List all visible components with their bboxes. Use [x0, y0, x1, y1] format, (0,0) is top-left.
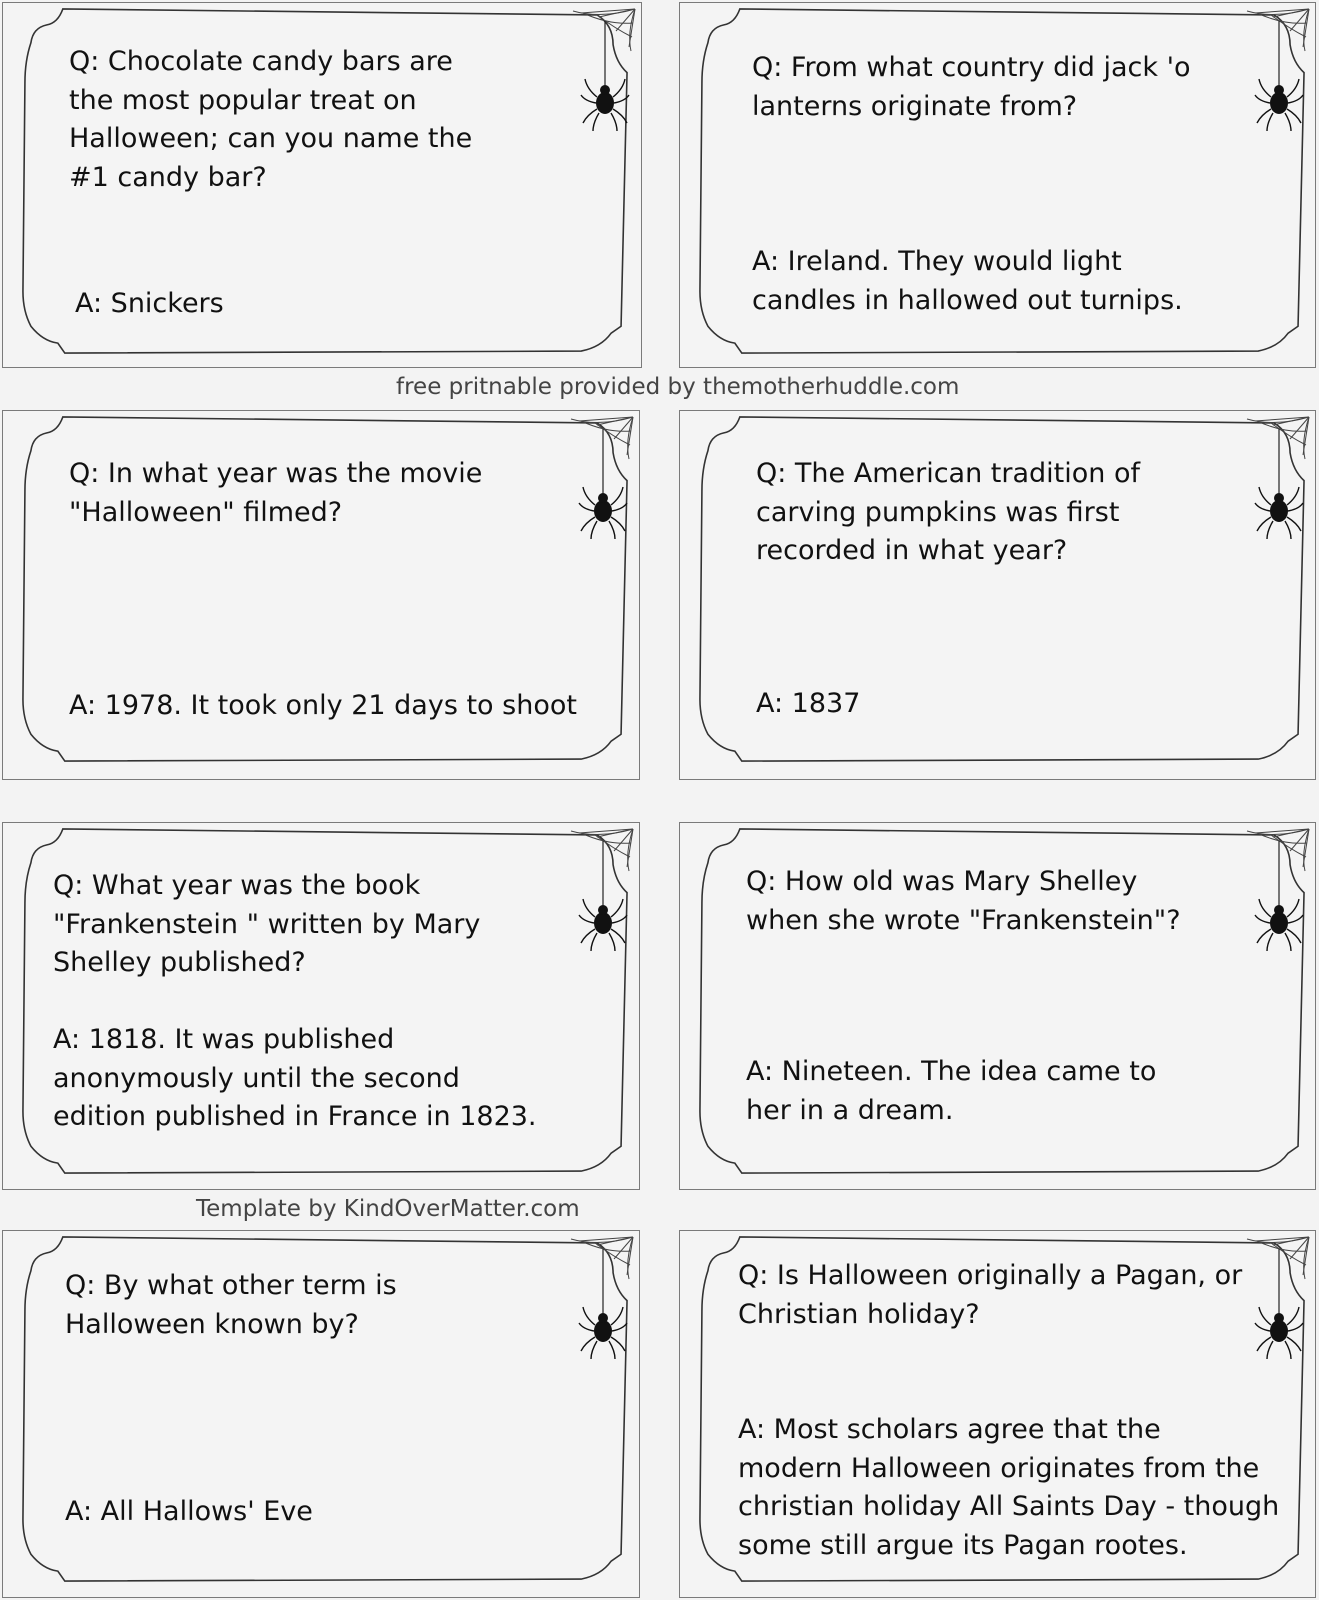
answer-text: A: 1978. It took only 21 days to shoot [69, 690, 577, 721]
question-text: Q: In what year was the movie "Halloween" filmed? [69, 458, 483, 528]
answer-text: A: Most scholars agree that the modern Halloween originates from the christian holiday All Saints Day - though some still argue its Pagan rootes. [738, 1414, 1280, 1561]
spider-web-icon [561, 3, 641, 133]
answer-text: A: Snickers [75, 288, 224, 319]
answer-text: A: All Hallows' Eve [65, 1496, 313, 1527]
trivia-card-7 [2, 1230, 640, 1598]
trivia-card-8 [679, 1230, 1316, 1598]
printable-credit: free pritnable provided by themotherhuddle.com [396, 374, 960, 400]
question-text: Q: Chocolate candy bars are the most popular treat on Halloween; can you name the #1 candy bar? [69, 46, 473, 193]
question-text: Q: Is Halloween originally a Pagan, or Christian holiday? [738, 1260, 1243, 1330]
spider-web-icon [559, 1231, 639, 1361]
trivia-card-4 [679, 410, 1316, 780]
answer-text: A: Ireland. They would light candles in hallowed out turnips. [752, 246, 1183, 316]
trivia-card-5 [2, 822, 640, 1190]
spider-web-icon [559, 411, 639, 541]
trivia-card-2 [679, 2, 1316, 368]
spider-web-icon [1235, 1231, 1315, 1361]
question-text: Q: What year was the book "Frankenstein " written by Mary Shelley published? [53, 870, 481, 978]
trivia-card-6 [679, 822, 1316, 1190]
trivia-card-1 [2, 2, 642, 368]
template-credit: Template by KindOverMatter.com [196, 1196, 580, 1222]
spider-web-icon [1235, 823, 1315, 953]
spider-web-icon [559, 823, 639, 953]
trivia-card-3 [2, 410, 640, 780]
answer-text: A: Nineteen. The idea came to her in a dream. [746, 1056, 1157, 1126]
question-text: Q: The American tradition of carving pumpkins was first recorded in what year? [756, 458, 1140, 566]
question-text: Q: How old was Mary Shelley when she wrote "Frankenstein"? [746, 866, 1181, 936]
answer-text: A: 1837 [756, 688, 861, 719]
question-text: Q: From what country did jack 'o lanterns originate from? [752, 52, 1191, 122]
spider-web-icon [1235, 411, 1315, 541]
question-text: Q: By what other term is Halloween known by? [65, 1270, 397, 1340]
spider-web-icon [1235, 3, 1315, 133]
answer-text: A: 1818. It was published anonymously until the second edition published in France in 1823. [53, 1024, 537, 1132]
